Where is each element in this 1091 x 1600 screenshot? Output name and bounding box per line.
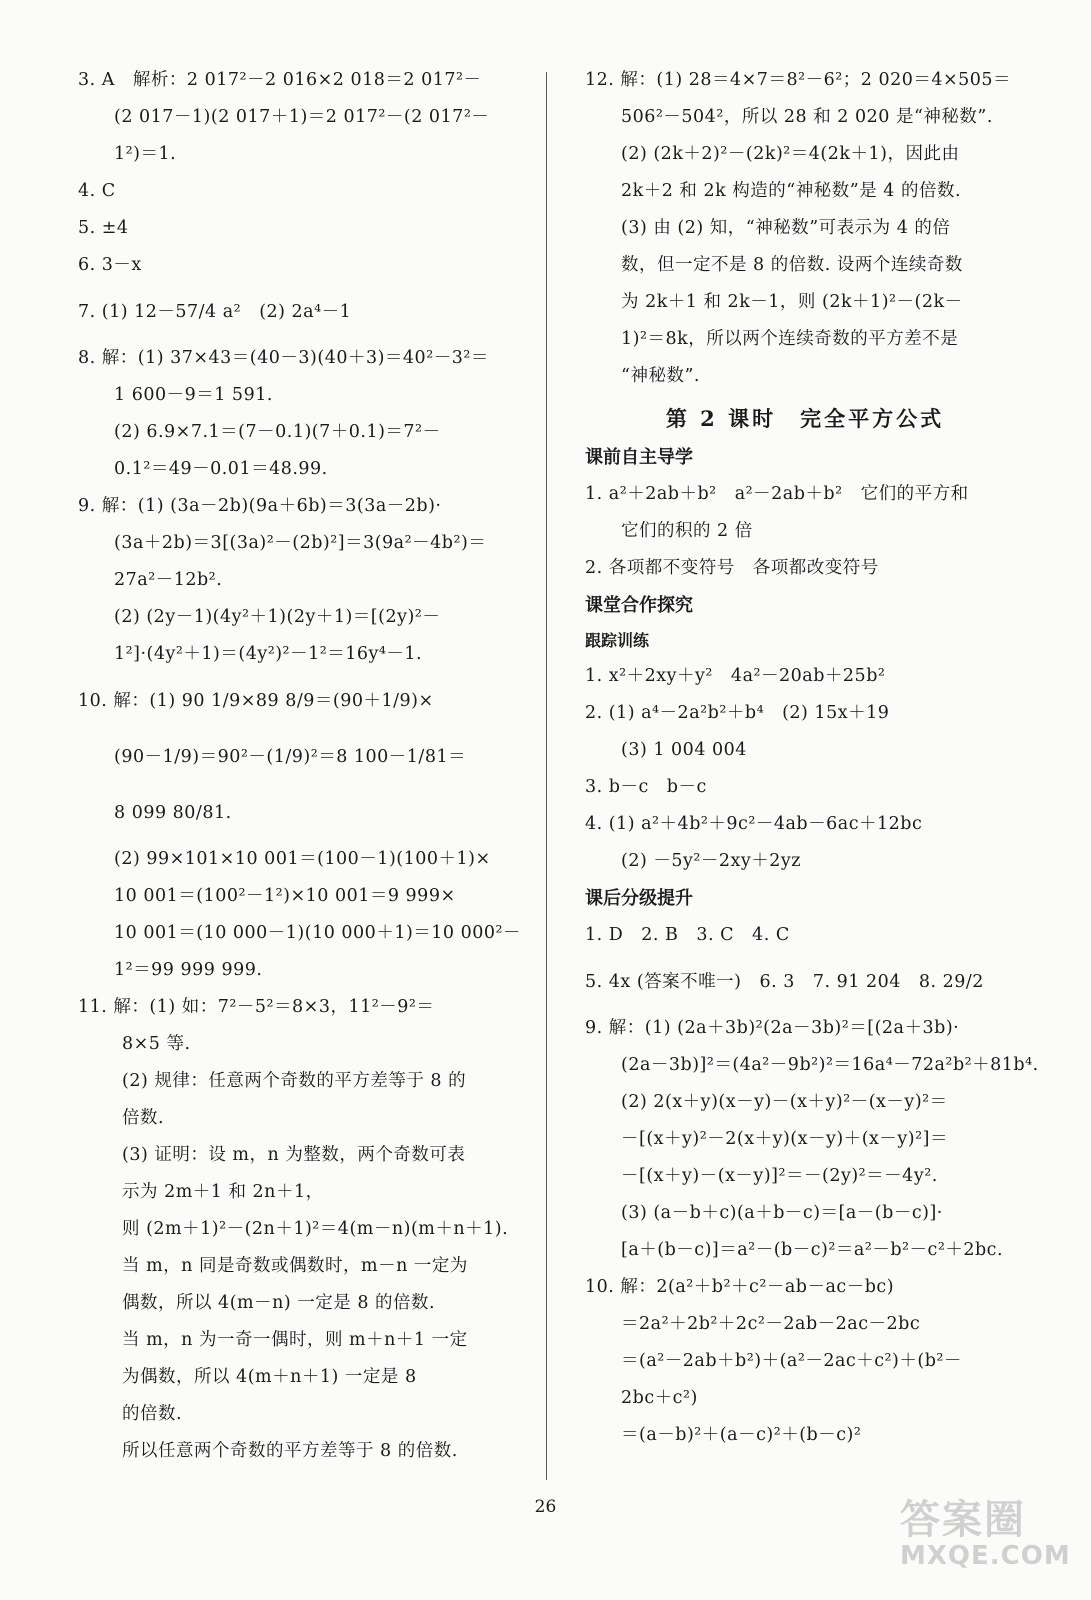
text-line: (2) 99×101×10 001＝(100－1)(100＋1)× — [114, 849, 491, 869]
section-heading: 课后分级提升 — [585, 888, 693, 909]
watermark-url: MXQE.COM — [900, 1541, 1071, 1571]
text-line: 4. (1) a²＋4b²＋9c²－4ab－6ac＋12bc — [585, 814, 923, 834]
text-line: 的倍数. — [122, 1404, 183, 1424]
answer-9 — [78, 488, 518, 673]
text-line: 10. 解：2(a²＋b²＋c²－ab－ac－bc) — [585, 1277, 895, 1297]
text-line: 10. 解：(1) 90 1/9×89 8/9＝(90＋1/9)× — [78, 691, 434, 711]
answer-8 — [78, 340, 518, 488]
text-line: 它们的积的 2 倍 — [621, 521, 753, 541]
answer-6: 6. 3－x — [78, 255, 142, 275]
text-line: 3. b－c b－c — [585, 777, 707, 797]
text-line: 则 (2m＋1)²－(2n＋1)²＝4(m－n)(m＋n＋1). — [122, 1219, 509, 1239]
text-line: [a＋(b－c)]＝a²－(b－c)²＝a²－b²－c²＋2bc. — [621, 1240, 1004, 1260]
text-line: (2) (2y－1)(4y²＋1)(2y＋1)＝[(2y)²－ — [114, 607, 441, 627]
text-line: 5. 4x (答案不唯一) 6. 3 7. 91 204 8. 29/2 — [585, 972, 984, 992]
answer-11 — [78, 989, 518, 1470]
text-line: 2. 各项都不变符号 各项都改变符号 — [585, 558, 879, 578]
text-line: 2k＋2 和 2k 构造的“神秘数”是 4 的倍数. — [621, 181, 962, 201]
text-line: 数，但一定不是 8 的倍数. 设两个连续奇数 — [621, 255, 963, 275]
text-line: 当 m，n 同是奇数或偶数时，m－n 一定为 — [122, 1256, 468, 1276]
text-line: 为偶数，所以 4(m＋n＋1) 一定是 8 — [122, 1367, 417, 1387]
section-heading: 课前自主导学 — [585, 447, 693, 468]
text-line: 1. D 2. B 3. C 4. C — [585, 925, 790, 945]
text-line: 所以任意两个奇数的平方差等于 8 的倍数. — [122, 1441, 458, 1461]
text-line: (2) (2k＋2)²－(2k)²＝4(2k＋1)，因此由 — [621, 144, 960, 164]
text-line: ＝(a²－2ab＋b²)＋(a²－2ac＋c²)＋(b²－ — [621, 1351, 962, 1371]
right-column — [585, 62, 1039, 1454]
text-line: ＝(a－b)²＋(a－c)²＋(b－c)² — [621, 1425, 862, 1445]
text-line: 8 099 80/81. — [114, 803, 232, 823]
text-line: 为 2k＋1 和 2k－1，则 (2k＋1)²－(2k－ — [621, 292, 963, 312]
text-line: 8×5 等. — [122, 1034, 191, 1054]
subsection-heading: 跟踪训练 — [585, 631, 650, 650]
text-line: 1. x²＋2xy＋y² 4a²－20ab＋25b² — [585, 666, 886, 686]
text-line: “神秘数”. — [621, 366, 700, 386]
text-line: (3) 由 (2) 知，“神秘数”可表示为 4 的倍 — [621, 218, 951, 238]
text-line: 9. 解：(1) (2a＋3b)²(2a－3b)²＝[(2a＋3b)· — [585, 1018, 960, 1038]
answer-3 — [78, 62, 518, 173]
text-line: (2) 2(x＋y)(x－y)－(x＋y)²－(x－y)²＝ — [621, 1092, 948, 1112]
answer-10 — [78, 673, 522, 989]
text-line: 0.1²＝49－0.01＝48.99. — [114, 459, 328, 479]
text-line: (3) 证明：设 m，n 为整数，两个奇数可表 — [122, 1145, 466, 1165]
answer-12 — [585, 62, 1025, 395]
text-line: (2a－3b)]²＝(4a²－9b²)²＝16a⁴－72a²b²＋81b⁴. — [621, 1055, 1039, 1075]
text-line: 偶数，所以 4(m－n) 一定是 8 的倍数. — [122, 1293, 436, 1313]
text-line: 506²－504²，所以 28 和 2 020 是“神秘数”. — [621, 107, 993, 127]
text-line: －[(x＋y)²－2(x＋y)(x－y)＋(x－y)²]＝ — [621, 1129, 948, 1149]
answer-10b — [585, 1269, 1025, 1454]
column-divider — [546, 72, 547, 1480]
text-line: －[(x＋y)－(x－y)]²＝－(2y)²＝－4y². — [621, 1166, 938, 1186]
text-line: 10 001＝(10 000－1)(10 000＋1)＝10 000²－ — [114, 923, 522, 943]
answer-4: 4. C — [78, 181, 116, 201]
answer-5: 5. ±4 — [78, 218, 129, 238]
text-line: 1²＝99 999 999. — [114, 960, 263, 980]
text-line: (3) 1 004 004 — [621, 740, 747, 760]
text-line: (2) 规律：任意两个奇数的平方差等于 8 的 — [122, 1071, 467, 1091]
answer-9b — [585, 1010, 1039, 1269]
text-line: 2. (1) a⁴－2a²b²＋b⁴ (2) 15x＋19 — [585, 703, 890, 723]
answer-7: 7. (1) 12－57/4 a² (2) 2a⁴－1 — [78, 302, 352, 322]
text-line: (2) 6.9×7.1＝(7－0.1)(7＋0.1)＝7²－ — [114, 422, 441, 442]
watermark-logo — [900, 1488, 1080, 1588]
text-line: 1. a²＋2ab＋b² a²－2ab＋b² 它们的平方和 — [585, 484, 969, 504]
text-line: 1)²＝8k，所以两个连续奇数的平方差不是 — [621, 329, 959, 349]
page-number: 26 — [534, 1497, 557, 1517]
text-line: (90－1/9)＝90²－(1/9)²＝8 100－1/81＝ — [114, 747, 467, 767]
text-line: 10 001＝(100²－1²)×10 001＝9 999× — [114, 886, 456, 906]
text-line: 27a²－12b². — [114, 570, 223, 590]
watermark-text: 答案圈 — [900, 1497, 1026, 1543]
text-line: 示为 2m＋1 和 2n＋1， — [122, 1182, 324, 1202]
lesson-title: 第 2 课时 完全平方公式 — [665, 406, 945, 431]
text-line: 倍数. — [122, 1108, 165, 1128]
text-line: (2 017－1)(2 017＋1)＝2 017²－(2 017²－ — [114, 107, 490, 127]
text-line: 3. A 解析：2 017²－2 016×2 018＝2 017²－ — [78, 70, 482, 90]
text-line: 1 600－9＝1 591. — [114, 385, 273, 405]
text-line: 8. 解：(1) 37×43＝(40－3)(40＋3)＝40²－3²＝ — [78, 348, 489, 368]
left-column — [78, 62, 522, 1470]
section-heading: 课堂合作探究 — [585, 595, 693, 616]
text-line: 2bc＋c²) — [621, 1388, 698, 1408]
text-line: 1²]·(4y²＋1)＝(4y²)²－1²＝16y⁴－1. — [114, 644, 423, 664]
text-line: 当 m，n 为一奇一偶时，则 m＋n＋1 一定 — [122, 1330, 468, 1350]
text-line: (3) (a－b＋c)(a＋b－c)＝[a－(b－c)]· — [621, 1203, 943, 1223]
text-line: 11. 解：(1) 如：7²－5²＝8×3，11²－9²＝ — [78, 997, 435, 1017]
text-line: (3a＋2b)＝3[(3a)²－(2b)²]＝3(9a²－4b²)＝ — [114, 533, 487, 553]
text-line: 9. 解：(1) (3a－2b)(9a＋6b)＝3(3a－2b)· — [78, 496, 442, 516]
text-line: 1²)＝1. — [114, 144, 177, 164]
text-line: ＝2a²＋2b²＋2c²－2ab－2ac－2bc — [621, 1314, 921, 1334]
text-line: 12. 解：(1) 28＝4×7＝8²－6²；2 020＝4×505＝ — [585, 70, 1012, 90]
text-line: (2) －5y²－2xy＋2yz — [621, 851, 802, 871]
